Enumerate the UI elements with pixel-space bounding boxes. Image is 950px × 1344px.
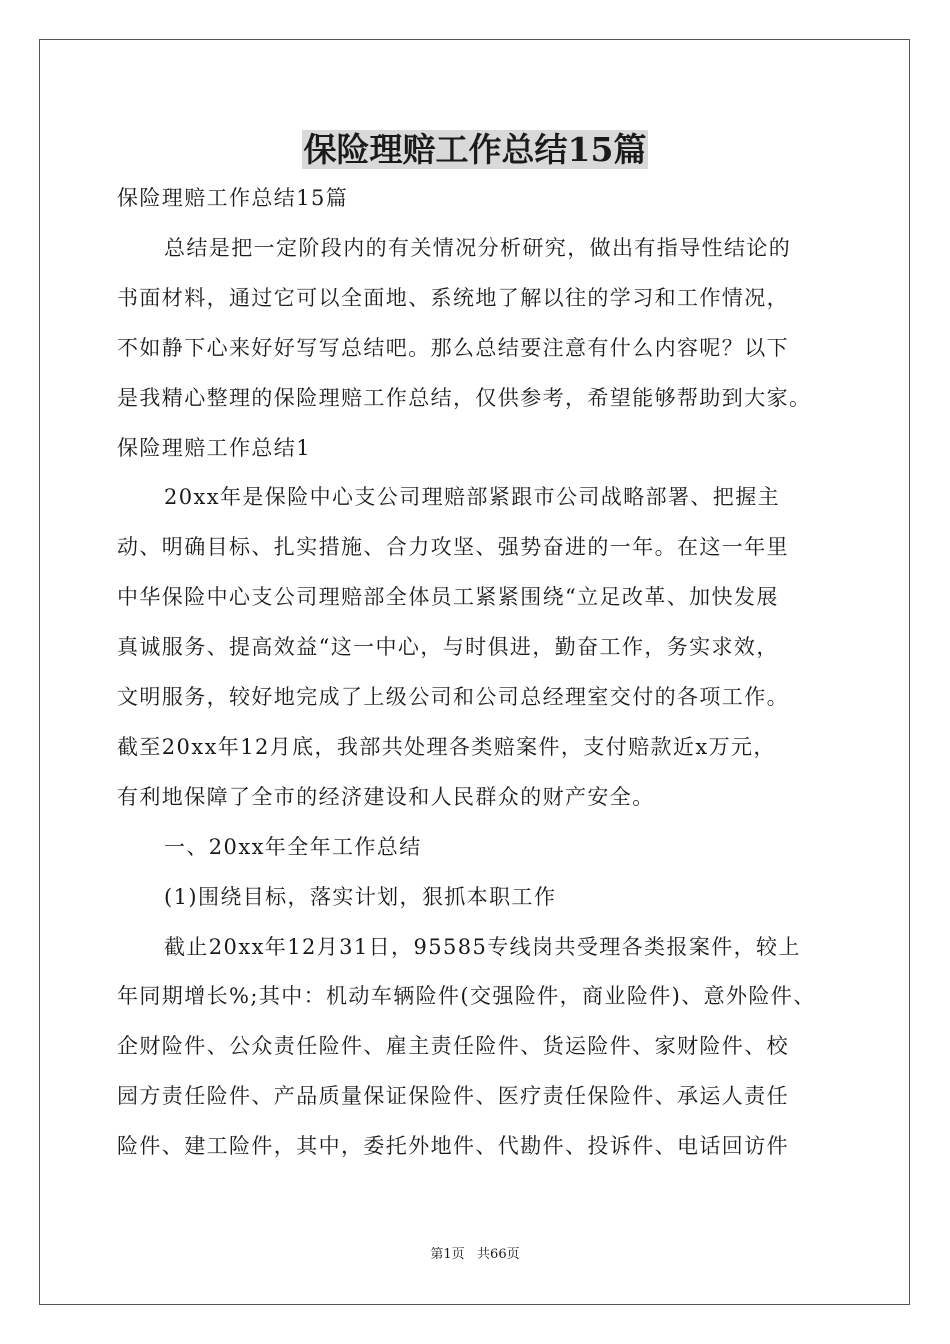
document-title-text: 保险理赔工作总结15篇 xyxy=(303,130,647,169)
body-line: 文明服务，较好地完成了上级公司和公司总经理室交付的各项工作。 xyxy=(117,685,789,709)
body-line: (1)围绕目标，落实计划，狠抓本职工作 xyxy=(164,885,557,909)
body-line: 一、20xx年全年工作总结 xyxy=(164,835,422,859)
body-line: 截至20xx年12月底，我部共处理各类赔案件，支付赔款近x万元， xyxy=(117,735,776,759)
body-line: 真诚服务、提高效益“这一中心，与时俱进，勤奋工作，务实求效， xyxy=(117,635,779,659)
body-line: 截止20xx年12月31日，95585专线岗共受理各类报案件，较上 xyxy=(164,935,801,959)
body-line: 中华保险中心支公司理赔部全体员工紧紧围绕“立足改革、加快发展 xyxy=(117,585,779,609)
body-line: 年同期增长%;其中：机动车辆险件(交强险件，商业险件)、意外险件、 xyxy=(117,984,816,1008)
body-line: 企财险件、公众责任险件、雇主责任险件、货运险件、家财险件、校 xyxy=(117,1034,789,1058)
body-line: 是我精心整理的保险理赔工作总结，仅供参考，希望能够帮助到大家。 xyxy=(117,386,812,410)
body-line: 20xx年是保险中心支公司理赔部紧跟市公司战略部署、把握主 xyxy=(164,485,781,509)
page-border xyxy=(39,39,910,1305)
body-line: 险件、建工险件，其中，委托外地件、代勘件、投诉件、电话回访件 xyxy=(117,1134,789,1158)
body-line: 不如静下心来好好写写总结吧。那么总结要注意有什么内容呢？以下 xyxy=(117,336,789,360)
body-line: 书面材料，通过它可以全面地、系统地了解以往的学习和工作情况， xyxy=(117,286,789,310)
body-line: 保险理赔工作总结1 xyxy=(117,436,311,460)
body-line: 园方责任险件、产品质量保证保险件、医疗责任保险件、承运人责任 xyxy=(117,1084,789,1108)
body-line: 总结是把一定阶段内的有关情况分析研究，做出有指导性结论的 xyxy=(164,236,792,260)
document-title xyxy=(0,124,950,176)
body-line: 动、明确目标、扎实措施、合力攻坚、强势奋进的一年。在这一年里 xyxy=(117,535,789,559)
body-line: 保险理赔工作总结15篇 xyxy=(117,186,349,210)
page-footer: 第1页 共66页 xyxy=(430,1247,520,1262)
body-line: 有利地保障了全市的经济建设和人民群众的财产安全。 xyxy=(117,785,655,809)
